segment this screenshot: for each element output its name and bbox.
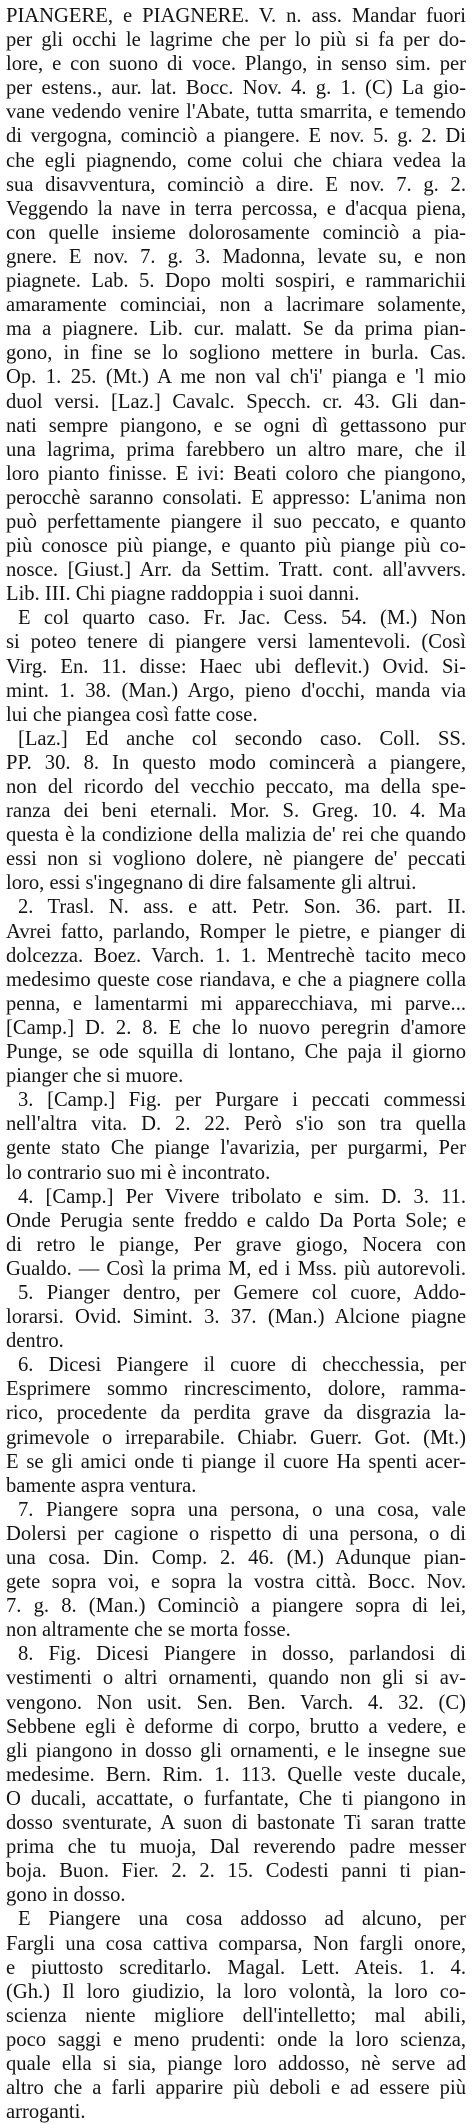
- text-line: amaramente cominciai, non a lacrimare solamente,: [6, 294, 466, 317]
- text-line: Punge, se ode squilla di lontano, Che paja il giorno: [6, 1041, 466, 1064]
- text-line: pianger che si muore.: [6, 1065, 184, 1088]
- text-line: 5. Pianger dentro, per Gemere col cuore, Addo-: [18, 1281, 466, 1304]
- text-line: PIANGERE, e PIAGNERE. V. n. ass. Mandar fuori: [6, 5, 466, 27]
- text-line: questa è la condizione della malizia de' rei che quando: [6, 824, 466, 847]
- text-line: boja. Buon. Fier. 2. 2. 15. Codesti panni ti pian-: [6, 1860, 466, 1883]
- text-line: altro che a farli apparire più deboli e ad essere più: [6, 2077, 466, 2100]
- text-line: gente stato Che piange l'avarizia, per purgarmi, Per: [6, 1137, 466, 1160]
- text-line: e piuttosto screditarlo. Magal. Lett. Ateis. 1. 4.: [6, 1956, 466, 1979]
- text-line: 6. Dicesi Piangere il cuore di checchessia, per: [18, 1354, 466, 1377]
- text-line: gnere. E nov. 7. g. 3. Madonna, levate su, e non: [6, 245, 466, 268]
- text-line: sua disavventura, cominciò a dire. E nov. 7. g. 2.: [6, 173, 466, 196]
- text-line: con quelle insieme dolorosamente cominciò a pia-: [6, 221, 466, 244]
- text-line: gono in dosso.: [6, 1884, 126, 1907]
- text-line: si poteo tenere di piangere versi lamentevoli. (Così: [6, 631, 466, 654]
- text-line: Lib. III. Chi piagne raddoppia i suoi danni.: [6, 583, 360, 606]
- text-line: penna, e lamentarmi mi apparecchiava, mi parve...: [6, 992, 466, 1015]
- text-line: Virg. En. 11. disse: Haec ubi deflevit.) Ovid. Si-: [6, 655, 466, 678]
- text-line: essi non si vogliono dolere, nè piangere de' peccati: [6, 848, 466, 871]
- text-line: Fargli una cosa cattiva comparsa, Non fargli onore,: [6, 1932, 466, 1955]
- text-line: Gualdo. — Così la prima M, ed i Mss. più autorevoli.: [6, 1257, 466, 1280]
- text-line: (Gh.) Il loro giudizio, la loro volontà, la loro co-: [6, 1980, 466, 2003]
- text-line: bamente aspra ventura.: [6, 1474, 197, 1497]
- text-line: lo contrario suo mi è incontrato.: [6, 1161, 271, 1184]
- text-line: dosso sventurate, A suon di bastonate Ti saran tratte: [6, 1812, 466, 1835]
- text-line: gono, in fine se lo sogliono mettere in burla. Cas.: [6, 342, 466, 365]
- text-line: non altramente che se morta fosse.: [6, 1619, 291, 1642]
- text-line: PP. 30. 8. In questo modo comincerà a piangere,: [6, 751, 466, 774]
- text-line: vestimenti o altri ornamenti, quando non gli si av-: [6, 1667, 466, 1690]
- text-line: E col quarto caso. Fr. Jac. Cess. 54. (M.) Non: [18, 607, 466, 630]
- text-line: E Piangere una cosa addosso ad alcuno, per: [18, 1908, 466, 1931]
- text-line: E se gli amici onde ti piange il cuore Ha spenti acer-: [6, 1450, 466, 1473]
- text-line: [Camp.] D. 2. 8. E che lo nuovo peregrin d'amore: [6, 1016, 466, 1039]
- text-line: 3. [Camp.] Fig. per Purgare i peccati commessi: [18, 1089, 466, 1112]
- text-line: loro pianto finisse. E ivi: Beati coloro che piangono,: [6, 462, 466, 485]
- text-line: quale ella si sia, piange loro addosso, nè serve ad: [6, 2052, 466, 2075]
- text-line: per estens., aur. lat. Bocc. Nov. 4. g. 1. (C) La gio-: [6, 77, 466, 100]
- text-line: grimevole o irreparabile. Chiabr. Guerr. Got. (Mt.): [6, 1426, 466, 1449]
- dictionary-entry: [6, 4, 466, 2124]
- text-line: può perfettamente piangere il suo peccato, e quanto: [6, 510, 466, 533]
- text-line: Sebbene egli è deforme di corpo, brutto a vedere, e: [6, 1715, 466, 1738]
- text-line: Esprimere sommo rincrescimento, dolore, ramma-: [6, 1378, 466, 1401]
- text-line: prima che tu muoja, Dal reverendo padre messer: [6, 1836, 466, 1859]
- text-line: che egli piagnendo, come colui che chiara vedea la: [6, 149, 466, 172]
- text-line: una lagrima, prima farebbero un altro mare, che il: [6, 438, 466, 461]
- text-line: loro, essi s'ingegnano di dire falsamente gli altrui.: [6, 872, 417, 895]
- text-line: Avrei fatto, parlando, Romper le pietre, e pianger di: [6, 920, 466, 943]
- text-line: perocchè saranno consolati. E appresso: L'anima non: [6, 486, 466, 509]
- text-line: ma a piagnere. Lib. cur. malatt. Se da prima pian-: [6, 318, 466, 341]
- text-line: 7. Piangere sopra una persona, o una cosa, vale: [18, 1498, 466, 1521]
- text-line: [Laz.] Ed anche col secondo caso. Coll. SS.: [18, 727, 466, 750]
- text-line: 8. Fig. Dicesi Piangere in dosso, parlandosi di: [18, 1643, 466, 1666]
- text-line: Dolersi per cagione o rispetto di una persona, o di: [6, 1522, 466, 1545]
- text-line: di retro le piange, Per grave giogo, Nocera con: [6, 1233, 466, 1256]
- text-line: dolcezza. Boez. Varch. 1. 1. Mentrechè tacito meco: [6, 944, 466, 967]
- text-line: lui che piangea così fatte cose.: [6, 703, 258, 726]
- text-line: nati sempre piangono, e se ogni dì gettassono pur: [6, 414, 466, 437]
- text-line: gli piangono in dosso gli ornamenti, e le insegne sue: [6, 1739, 466, 1762]
- text-line: vane vedendo venire l'Abate, tutta smarrita, e temendo: [6, 101, 466, 124]
- text-line: 2. Trasl. N. ass. e att. Petr. Son. 36. part. II.: [18, 896, 466, 919]
- text-line: non del ricordo del vecchio peccato, ma della spe-: [6, 776, 466, 798]
- text-line: lorarsi. Ovid. Simint. 3. 37. (Man.) Alcione piagne: [6, 1306, 466, 1329]
- text-line: per gli occhi le lagrime che per lo più si fa per do-: [6, 29, 466, 52]
- text-line: Onde Perugia sente freddo e caldo Da Porta Sole; e: [6, 1209, 466, 1232]
- text-line: piagnete. Lab. 5. Dopo molti sospiri, e rammarichii: [6, 270, 466, 293]
- text-line: più conosce più piange, e quanto più piange più co-: [6, 535, 466, 558]
- text-line: nell'altra vita. D. 2. 22. Però s'io son tra quella: [6, 1113, 466, 1136]
- text-line: nosce. [Giust.] Arr. da Settim. Tratt. cont. all'avvers.: [6, 559, 466, 582]
- text-line: ranza dei beni eternali. Mor. S. Greg. 10. 4. Ma: [6, 800, 466, 823]
- text-line: gete sopra voi, e sopra la vostra città. Bocc. Nov.: [6, 1571, 466, 1594]
- text-line: dentro.: [6, 1330, 64, 1353]
- text-line: vengono. Non usit. Sen. Ben. Varch. 4. 32. (C): [6, 1691, 466, 1714]
- text-line: scienza niente migliore dell'intelletto; mal abili,: [6, 2004, 466, 2027]
- text-line: di vergogna, cominciò a piangere. E nov. 5. g. 2. Di: [6, 125, 466, 148]
- text-line: 4. [Camp.] Per Vivere tribolato e sim. D. 3. 11.: [18, 1185, 466, 1208]
- text-line: mint. 1. 38. (Man.) Argo, pieno d'occhi, manda via: [6, 679, 466, 702]
- text-line: Op. 1. 25. (Mt.) A me non val ch'i' pianga e 'l mio: [6, 366, 466, 389]
- text-line: arroganti.: [6, 2101, 86, 2124]
- text-line: 7. g. 8. (Man.) Cominciò a piangere sopra di lei,: [6, 1595, 466, 1618]
- text-line: poco saggi e meno prudenti: onde la loro scienza,: [6, 2028, 466, 2051]
- text-line: medesimo queste cose riandava, e che a piagnere colla: [6, 968, 466, 991]
- text-line: lore, e con suono di voce. Plango, in senso sim. per: [6, 53, 466, 76]
- text-line: O ducali, accattate, o furfantate, Che ti piangono in: [6, 1787, 466, 1810]
- text-line: medesime. Bern. Rim. 1. 113. Quelle veste ducale,: [6, 1763, 466, 1786]
- text-line: una cosa. Din. Comp. 2. 46. (M.) Adunque pian-: [6, 1547, 466, 1569]
- text-line: duol versi. [Laz.] Cavalc. Specch. cr. 43. Gli dan-: [6, 390, 466, 413]
- text-line: rico, procedente da perdita grave da disgrazia la-: [6, 1402, 466, 1425]
- text-line: Veggendo la nave in terra percossa, e d'acqua piena,: [6, 197, 466, 220]
